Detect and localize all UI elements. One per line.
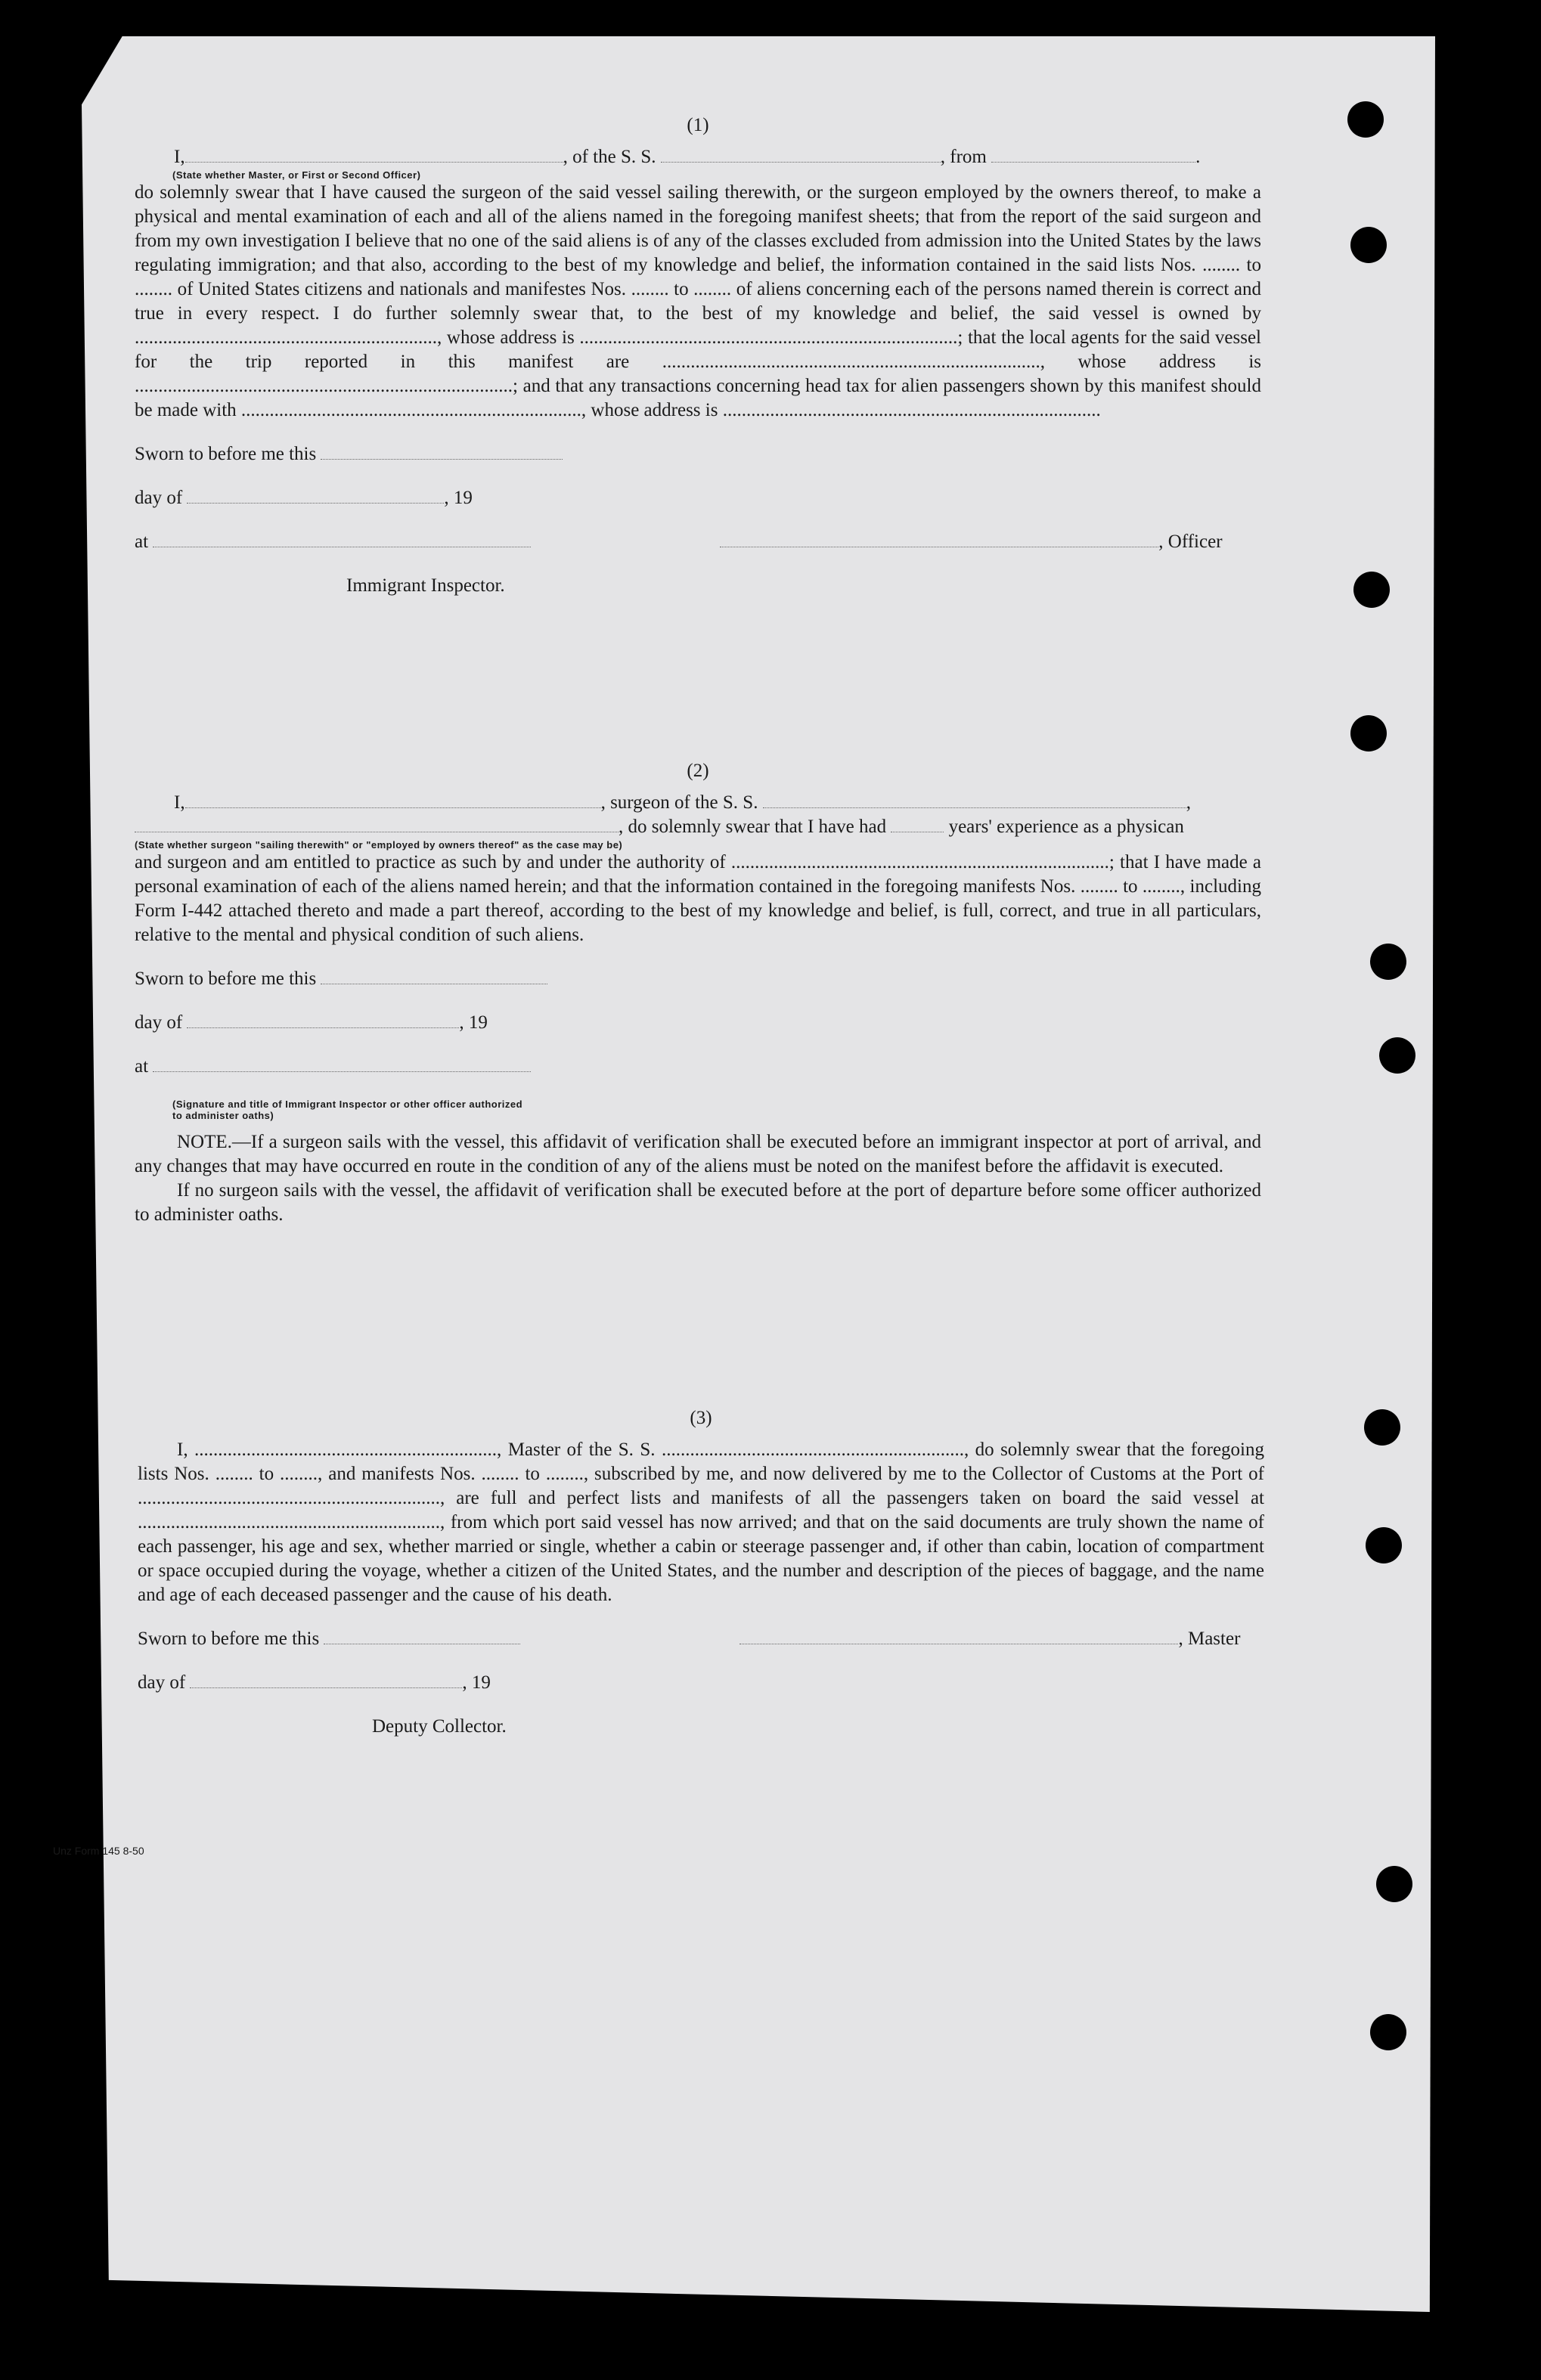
signature-block: Sworn to before me this day of , 19 at , Officer Immigrant Inspector. [135, 444, 1223, 596]
punch-hole-10 [1370, 2014, 1406, 2050]
intro-line: I, , of the S. S. , from . [174, 147, 1201, 167]
oath-paragraph: I, ................................................................, Master of the S. S. ................................................................, do solemnly swear that the foregoing lists Nos. ........ to ........, and manifests Nos. ........ to ........, subscribed by me, and now delivered by me to the Collector of Customs at the Port of ................................................................, are full and perfect lists and manifests of all the passengers taken on board the said vessel at ................................................................, from which port said vessel has now arrived; and that on the said documents are truly shown the name of each passenger, his age and sex, whether married or single, whether a cabin or steerage passenger and, if other than cabin, location of compartment or space occupied during the voyage, whether a citizen of the United States, and the number and description of the pieces of baggage, and the name and age of each deceased passenger and the cause of his death. [138, 1439, 1264, 1605]
section-number: (2) [687, 761, 709, 781]
swear-line: , do solemnly swear that I have had years' experience as a physican [135, 815, 1261, 839]
note-paragraph-2: If no surgeon sails with the vessel, the affidavit of verification shall be executed before at the port of departure before some officer authorized to administer oaths. [135, 1180, 1261, 1225]
section-3 [138, 1406, 1264, 1759]
section-number: (1) [687, 115, 709, 135]
note-paragraph-1: NOTE.—If a surgeon sails with the vessel, this affidavit of verification shall be executed before an immigrant inspector at port of arrival, and any changes that may have occurred en route in the condition of any of the aliens must be noted on the manifest before the affidavit is executed. [135, 1132, 1261, 1176]
punch-hole-3 [1353, 572, 1390, 608]
oath-paragraph: do solemnly swear that I have caused the surgeon of the said vessel sailing therewith, or the surgeon employed by the owners thereof, to make a physical and mental examination of each and all of the aliens named in the foregoing manifest sheets; that from the report of the said surgeon and from my own investigation I believe that no one of the said aliens is of any of the classes excluded from admission into the United States by the laws regulating immigration; and that also, according to the best of my knowledge and belief, the information contained in the said lists Nos. ........ to ........ of United States citizens and nationals and manifestes Nos. ........ to ........ of aliens concerning each of the persons named therein is correct and true in every respect. I do further solemnly swear that, to the best of my knowledge and belief, the said vessel is owned by ................................................................, whose address is ................................................................................; that the local agents for the said vessel for the trip reported in this manifest are ................................................................................, whose address is ................................................................................; and that any transactions concerning head tax for alien passengers shown by this manifest should be made with ........................................................................, whose address is ................................................................................ [135, 182, 1261, 420]
signature-block: Sworn to before me this , Master day of , 19 Deputy Collector. [138, 1629, 1241, 1737]
signature-note: (Signature and title of Immigrant Inspector or other officer authorized to administer oaths) [172, 1099, 523, 1121]
punch-hole-7 [1364, 1409, 1400, 1446]
punch-hole-5 [1370, 944, 1406, 980]
section-number: (3) [690, 1408, 712, 1428]
punch-hole-2 [1350, 227, 1387, 263]
form-number: Unz Form 145 8-50 [53, 1845, 144, 1857]
punch-hole-1 [1347, 101, 1384, 138]
punch-hole-8 [1366, 1527, 1402, 1563]
punch-hole-4 [1350, 715, 1387, 751]
surgeon-note: (State whether surgeon "sailing therewith" or "employed by owners thereof" as the case may be) [135, 839, 623, 851]
punch-hole-6 [1379, 1037, 1415, 1074]
signature-block: Sworn to before me this day of , 19 at [135, 967, 1261, 1079]
punch-hole-9 [1376, 1866, 1412, 1902]
oath-paragraph: and surgeon and am entitled to practice as such by and under the authority of ................................................................................; that I have made a personal examination of each of the aliens named herein; and that the information contained in the foregoing manifests Nos. ........ to ........, including Form I-442 attached thereto and made a part thereof, according to the best of my knowledge and belief, is full, correct, and true in all particulars, relative to the mental and physical condition of such aliens. [135, 852, 1261, 945]
officer-note: (State whether Master, or First or Second Officer) [172, 169, 421, 181]
section-2 [135, 759, 1261, 1227]
intro-line: I, , surgeon of the S. S. , [174, 792, 1191, 813]
section-1 [135, 113, 1261, 618]
